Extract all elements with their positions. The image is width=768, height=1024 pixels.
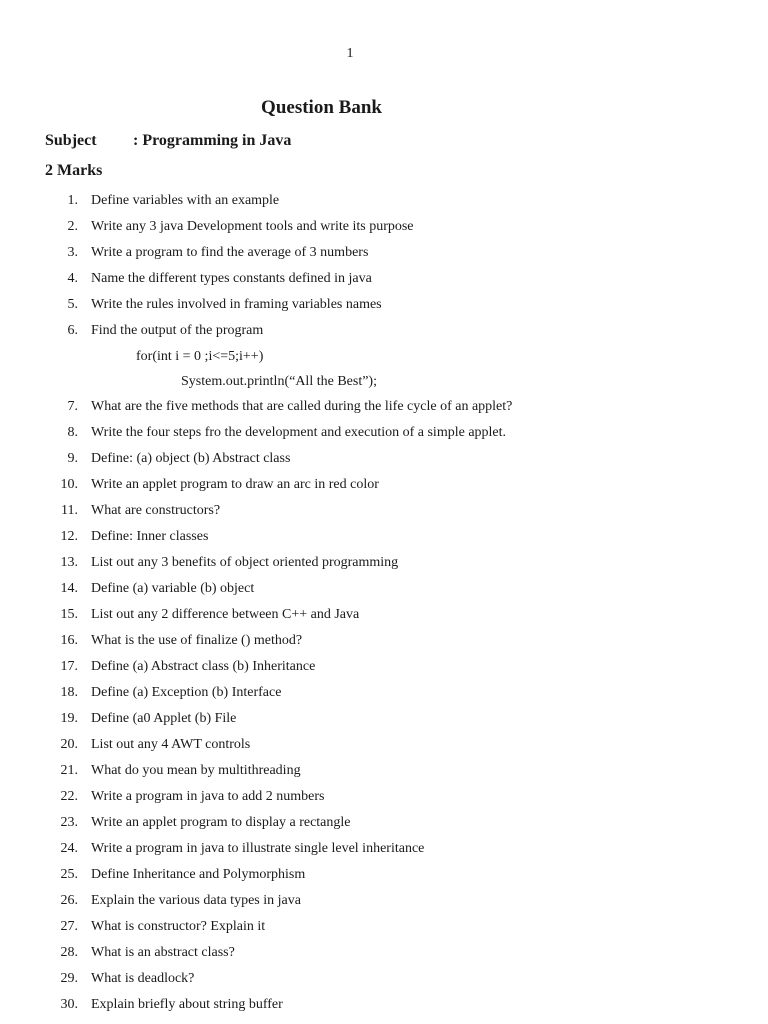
code-line (0, 346, 768, 371)
question-item (0, 734, 768, 760)
question-item (0, 268, 768, 294)
question-number: 2. (67, 219, 78, 234)
question-text: Define (a0 Applet (b) File (91, 711, 237, 726)
question-number: 25. (60, 867, 78, 882)
question-number: 21. (60, 763, 78, 778)
question-number: 17. (60, 659, 78, 674)
question-item (0, 942, 768, 968)
question-text: Write the rules involved in framing variables names (91, 297, 382, 312)
question-number: 16. (60, 633, 78, 648)
question-item (0, 890, 768, 916)
question-number: 12. (60, 529, 78, 544)
question-number: 26. (60, 893, 78, 908)
question-number: 30. (60, 997, 78, 1012)
question-item (0, 578, 768, 604)
question-text: Name the different types constants defined in java (91, 271, 372, 286)
question-text: Define: (a) object (b) Abstract class (91, 451, 291, 466)
question-list (0, 190, 768, 1020)
question-number: 1. (67, 193, 78, 208)
question-item (0, 916, 768, 942)
question-text: What is constructor? Explain it (91, 919, 266, 934)
section-heading: 2 Marks (45, 162, 103, 179)
question-text: Write the four steps fro the development and execution of a simple applet. (91, 425, 507, 440)
question-item (0, 656, 768, 682)
question-number: 20. (60, 737, 78, 752)
question-item (0, 864, 768, 890)
question-number: 19. (60, 711, 78, 726)
question-number: 10. (60, 477, 78, 492)
question-text: What do you mean by multithreading (91, 763, 301, 778)
subject-label: Subject (45, 132, 97, 149)
question-text: Define Inheritance and Polymorphism (91, 867, 306, 882)
question-text: Explain briefly about string buffer (91, 997, 283, 1012)
question-item (0, 500, 768, 526)
code-line-loop: for(int i = 0 ;i<=5;i++) (136, 349, 264, 364)
question-number: 27. (60, 919, 78, 934)
question-item (0, 396, 768, 422)
question-item (0, 812, 768, 838)
question-text: Define (a) Abstract class (b) Inheritance (91, 659, 316, 674)
question-number: 4. (67, 271, 78, 286)
question-number: 6. (67, 323, 78, 338)
question-item (0, 708, 768, 734)
question-item (0, 682, 768, 708)
question-number: 28. (60, 945, 78, 960)
question-number: 13. (60, 555, 78, 570)
question-text: Define: Inner classes (91, 529, 209, 544)
question-item (0, 190, 768, 216)
question-item (0, 552, 768, 578)
question-text: Define variables with an example (91, 193, 280, 208)
question-text: List out any 3 benefits of object oriented programming (91, 555, 399, 570)
question-number: 3. (67, 245, 78, 260)
question-item (0, 216, 768, 242)
question-number: 14. (60, 581, 78, 596)
question-text: What are constructors? (91, 503, 221, 518)
question-text: List out any 4 AWT controls (91, 737, 251, 752)
question-text: Explain the various data types in java (91, 893, 301, 908)
question-text: Write a program in java to illustrate single level inheritance (91, 841, 425, 856)
question-item (0, 994, 768, 1020)
question-number: 29. (60, 971, 78, 986)
question-item (0, 448, 768, 474)
question-text: Write a program in java to add 2 numbers (91, 789, 325, 804)
page-number: 1 (346, 46, 354, 61)
question-text: What is deadlock? (91, 971, 195, 986)
question-number: 24. (60, 841, 78, 856)
question-item (0, 786, 768, 812)
question-text: Define (a) variable (b) object (91, 581, 255, 596)
question-item (0, 838, 768, 864)
question-number: 11. (61, 503, 78, 518)
code-line-print: System.out.println(“All the Best”); (181, 374, 377, 389)
subject-line (45, 132, 291, 150)
question-item (0, 968, 768, 994)
question-text: Write an applet program to display a rectangle (91, 815, 351, 830)
code-line (0, 371, 768, 396)
question-text: Write an applet program to draw an arc in red color (91, 477, 379, 492)
question-text: Write a program to find the average of 3 numbers (91, 245, 369, 260)
question-item (0, 760, 768, 786)
question-item (0, 526, 768, 552)
question-text: Define (a) Exception (b) Interface (91, 685, 282, 700)
subject-value: : Programming in Java (133, 132, 292, 149)
question-item (0, 474, 768, 500)
question-number: 7. (67, 399, 78, 414)
question-item (0, 320, 768, 346)
question-number: 18. (60, 685, 78, 700)
question-text: Find the output of the program (91, 323, 264, 338)
question-item (0, 294, 768, 320)
question-number: 15. (60, 607, 78, 622)
question-number: 9. (67, 451, 78, 466)
question-number: 8. (67, 425, 78, 440)
question-item (0, 630, 768, 656)
question-text: What is an abstract class? (91, 945, 235, 960)
question-text: List out any 2 difference between C++ and Java (91, 607, 360, 622)
question-number: 23. (60, 815, 78, 830)
document-title: Question Bank (261, 97, 382, 118)
question-item (0, 422, 768, 448)
question-number: 5. (67, 297, 78, 312)
question-text: Write any 3 java Development tools and write its purpose (91, 219, 414, 234)
question-number: 22. (60, 789, 78, 804)
question-item (0, 604, 768, 630)
question-item (0, 242, 768, 268)
question-text: What are the five methods that are called during the life cycle of an applet? (91, 399, 513, 414)
question-text: What is the use of finalize () method? (91, 633, 303, 648)
